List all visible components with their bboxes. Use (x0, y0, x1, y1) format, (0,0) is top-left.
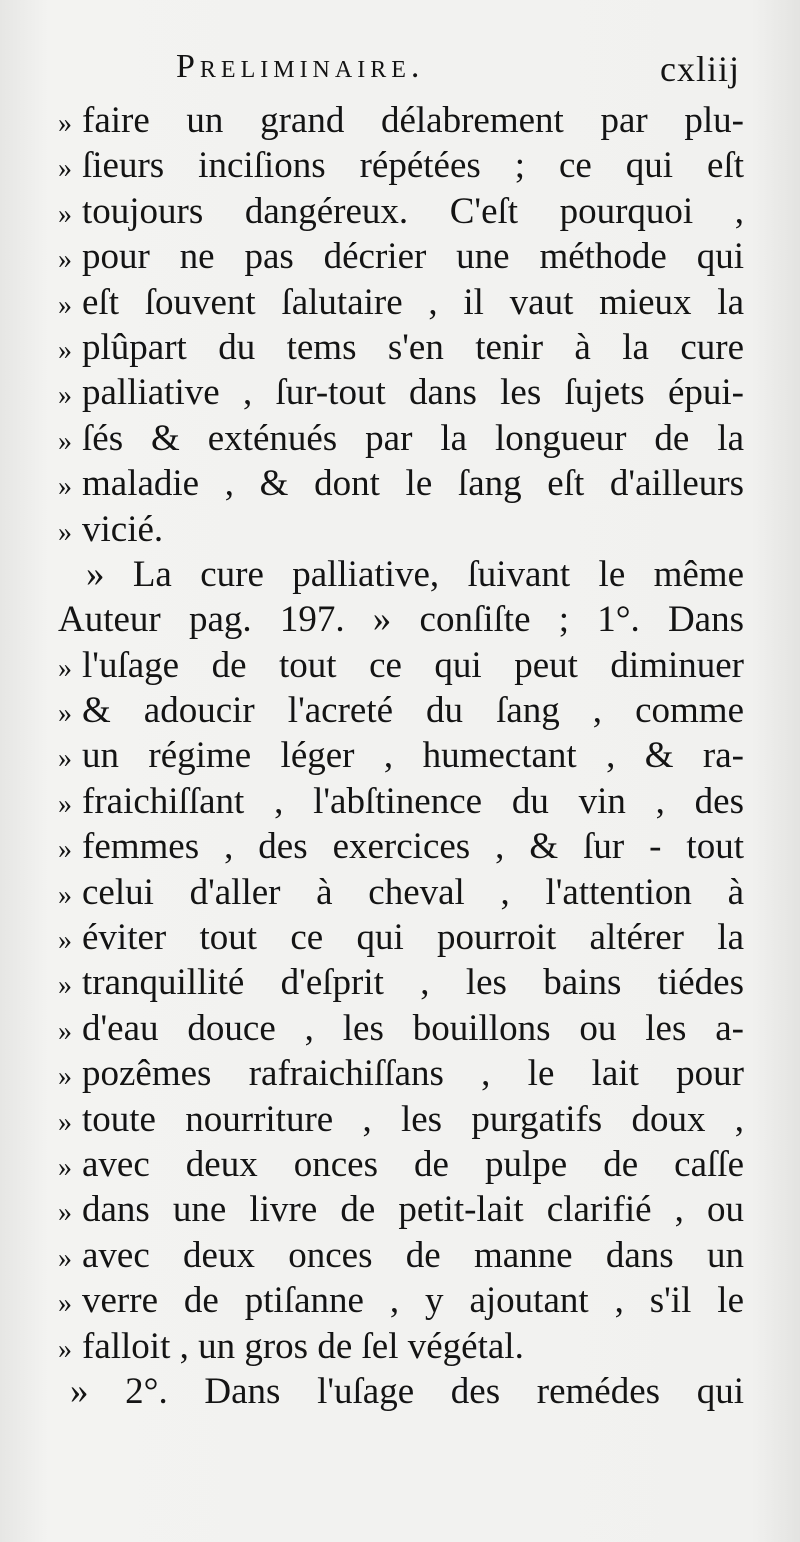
quote-mark: » (58, 1015, 72, 1047)
text-line (58, 143, 744, 188)
quote-mark: » (58, 1106, 72, 1138)
text-line (58, 733, 744, 778)
page-number: cxliij (660, 49, 740, 89)
quote-mark: » (58, 652, 72, 684)
line-text: avec deux onces de pulpe de caſſe (82, 1143, 744, 1185)
text-line (58, 597, 744, 642)
text-line (58, 1097, 744, 1142)
text-line (58, 1187, 744, 1232)
quote-mark: » (58, 743, 72, 775)
line-text: falloit , un gros de ſel végétal. (82, 1325, 524, 1367)
quote-mark: » (58, 1242, 72, 1274)
line-text: » 2°. Dans l'uſage des remédes qui (70, 1370, 744, 1412)
line-text: » La cure palliative, ſuivant le même (86, 553, 744, 595)
line-text: maladie , & dont le ſang eſt d'ailleurs (82, 463, 744, 505)
quote-mark: » (58, 380, 72, 412)
line-text: avec deux onces de manne dans un (82, 1234, 744, 1276)
quote-mark: » (58, 244, 72, 276)
quote-mark: » (58, 334, 72, 366)
line-text: verre de ptiſanne , y ajoutant , s'il le (82, 1280, 744, 1322)
quote-mark: » (58, 471, 72, 503)
line-text: ſés & exténués par la longueur de la (82, 417, 744, 459)
text-line (58, 189, 744, 234)
quote-mark: » (58, 1288, 72, 1320)
text-line (58, 1051, 744, 1096)
line-text: Auteur pag. 197. » conſiſte ; 1°. Dans (58, 599, 744, 641)
text-line (58, 779, 744, 824)
text-line (58, 643, 744, 688)
line-text: palliative , ſur-tout dans les ſujets épui- (82, 372, 744, 414)
running-title: Preliminaire. (176, 48, 425, 85)
line-text: faire un grand délabrement par plu- (82, 100, 744, 141)
text-line (58, 280, 744, 325)
quote-mark: » (58, 289, 72, 321)
text-line (58, 960, 744, 1005)
quote-mark: » (58, 834, 72, 866)
line-text: dans une livre de petit-lait clarifié , ou (82, 1189, 744, 1231)
line-text: eſt ſouvent ſalutaire , il vaut mieux la (82, 281, 744, 323)
quote-mark: » (58, 108, 72, 139)
text-line (58, 1142, 744, 1187)
quote-mark: » (58, 698, 72, 730)
text-line (58, 1233, 744, 1278)
text-line (58, 507, 744, 552)
page-header (0, 48, 800, 98)
paragraph-start-line (58, 552, 744, 597)
text-line (58, 688, 744, 733)
text-line (58, 870, 744, 915)
quote-mark: » (58, 925, 72, 957)
quote-mark: » (58, 1151, 72, 1183)
quote-mark: » (58, 198, 72, 230)
quote-mark: » (58, 516, 72, 548)
text-line (58, 824, 744, 869)
line-text: éviter tout ce qui pourroit altérer la (82, 917, 744, 959)
quote-mark: » (58, 1333, 72, 1365)
line-text: pozêmes rafraichiſſans , le lait pour (82, 1053, 744, 1095)
line-text: femmes , des exercices , & ſur - tout (82, 826, 744, 868)
quote-mark: » (58, 1061, 72, 1093)
line-text: pour ne pas décrier une méthode qui (82, 236, 744, 278)
quote-mark: » (58, 970, 72, 1002)
text-line (58, 234, 744, 279)
text-line (58, 461, 744, 506)
quote-mark: » (58, 1197, 72, 1229)
text-line (58, 1006, 744, 1051)
text-line (58, 1278, 744, 1323)
line-text: toute nourriture , les purgatifs doux , (82, 1098, 744, 1140)
text-line (58, 1324, 744, 1369)
line-text: fraichiſſant , l'abſtinence du vin , des (82, 780, 744, 822)
line-text: celui d'aller à cheval , l'attention à (82, 871, 744, 913)
line-text: plûpart du tems s'en tenir à la cure (82, 326, 744, 368)
quote-mark: » (58, 879, 72, 911)
line-text: ſieurs inciſions répétées ; ce qui eſt (82, 145, 744, 187)
body-text (58, 98, 744, 1414)
line-text: tranquillité d'eſprit , les bains tiédes (82, 962, 744, 1004)
line-text: toujours dangéreux. C'eſt pourquoi , (82, 190, 744, 232)
quote-mark: » (58, 788, 72, 820)
quote-mark: » (58, 425, 72, 457)
line-text: & adoucir l'acreté du ſang , comme (82, 690, 744, 732)
line-text: vicié. (82, 508, 164, 550)
text-line (58, 370, 744, 415)
text-line (58, 98, 744, 143)
paragraph-start-line (58, 1369, 744, 1414)
quote-mark: » (58, 153, 72, 185)
line-text: d'eau douce , les bouillons ou les a- (82, 1007, 744, 1049)
text-line (58, 915, 744, 960)
line-text: l'uſage de tout ce qui peut diminuer (82, 644, 744, 686)
text-line (58, 416, 744, 461)
line-text: un régime léger , humectant , & ra- (82, 735, 744, 777)
text-line (58, 325, 744, 370)
